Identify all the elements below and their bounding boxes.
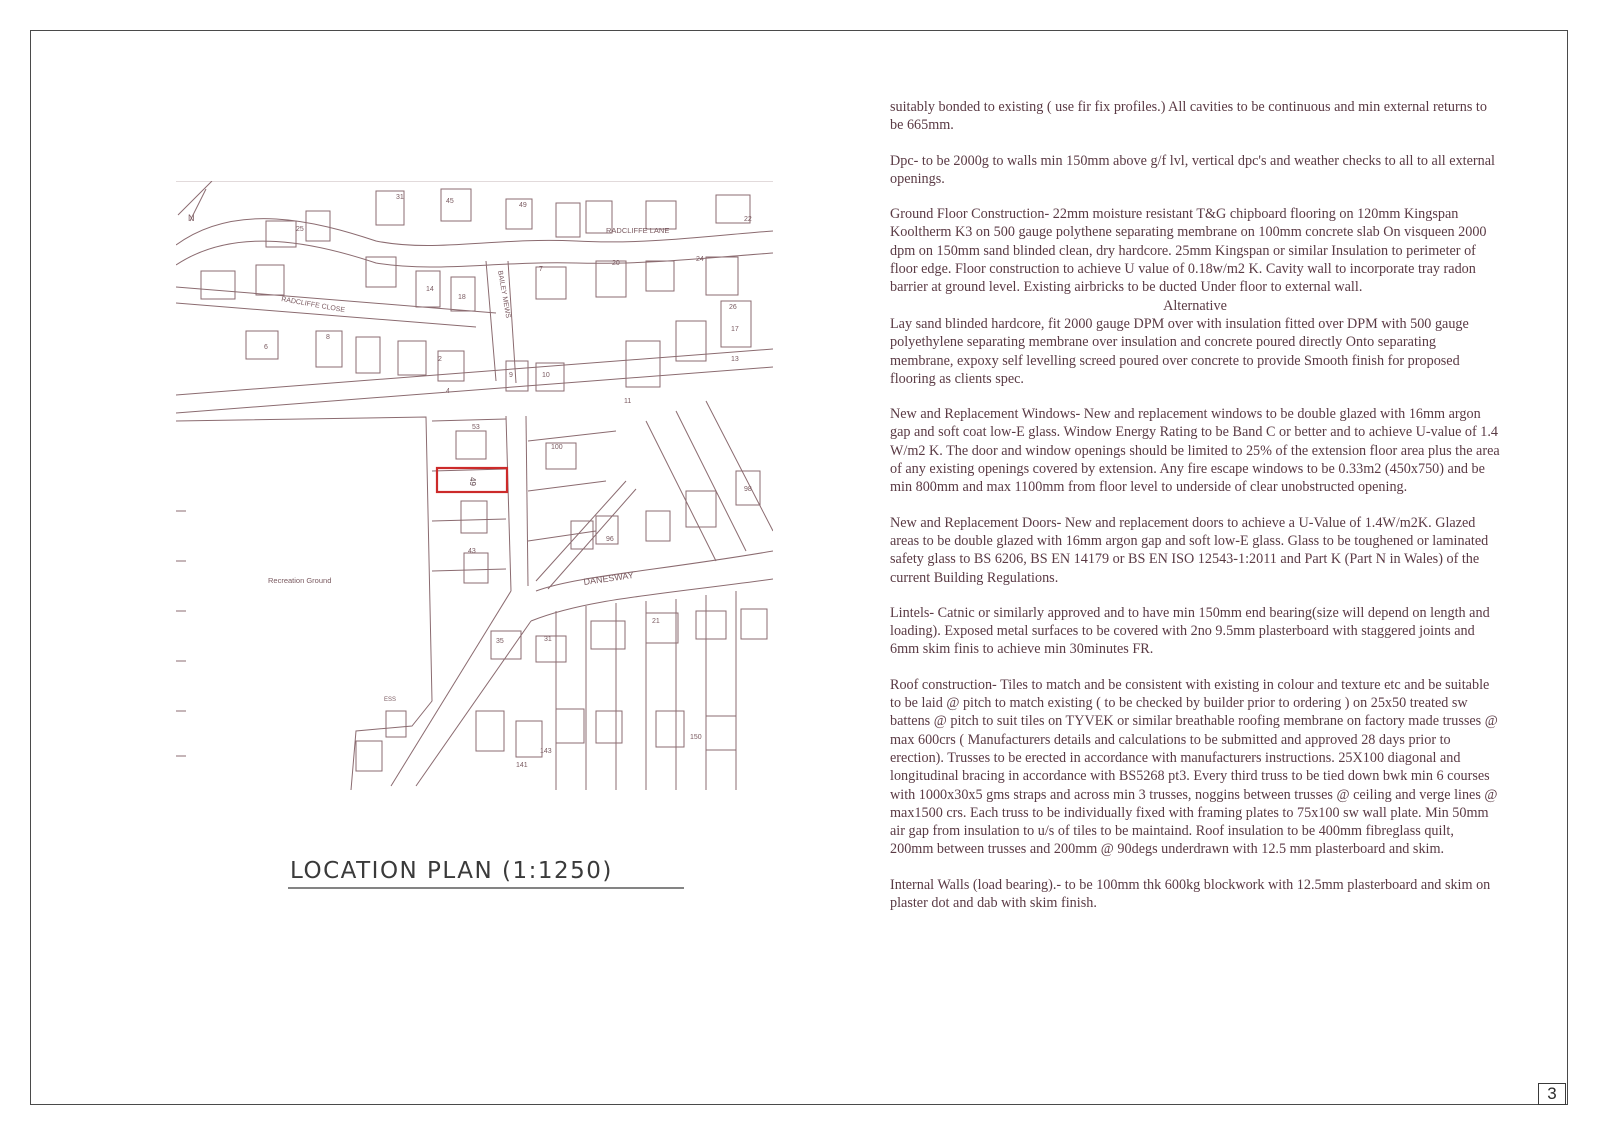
road-label-danesway: DANESWAY (582, 570, 635, 587)
house-number: 49 (519, 202, 527, 209)
house-number: 14 (426, 286, 434, 293)
area-label-recreation-ground: Recreation Ground (268, 576, 332, 585)
house-number: 2 (438, 356, 442, 363)
house-number: 43 (468, 548, 476, 555)
road-label-radcliffe-lane: RADCLIFFE LANE (606, 226, 670, 235)
road-label-bailey-mews: BAILEY MEWS (496, 270, 512, 319)
house-number: 141 (516, 762, 528, 769)
house-number: 143 (540, 748, 552, 755)
house-number: 25 (296, 226, 304, 233)
road-label-radcliffe-close: RADCLIFFE CLOSE (280, 296, 346, 315)
spec-alternative-heading: Alternative (1163, 297, 1227, 314)
house-number: 11 (624, 398, 632, 405)
spec-paragraph-roof: Roof construction- Tiles to match and be consistent with existing in colour and texture etc and be suitable to be laid @ pitch to match existing ( to be checked by builder prior to ordering ) on 25x50 treated sw battens @ pitch to suit tiles on TYVEK or similar breathable roofing membrane on factory made trusses @ max 600crs ( Manufacturers details and calculations to be submitted and approved 28 days prior to erection). Trusses to be erected in accordance with manufacturers instructions. 25X100 diagonal and longitudinal bracing in accordance with BS5268 pt3. Every third truss to be tied down bwk min 6 courses with 1000x30x5 gms straps and across min 3 trusses, noggins between trusses @ ceiling and verge lines @ max1500 crs. Each truss to be individually fixed with framing plates to 75x100 sw wall plate. Min 50mm air gap from insulation to u/s of tiles to be maintaind. Roof insulation to be 400mm fibreglass quilt, 200mm between trusses and 200mm @ 90degs underdrawn with 12.5 mm plasterboard and skim. (890, 676, 1498, 858)
specification-notes (890, 98, 1500, 929)
house-number: 53 (472, 424, 480, 431)
house-number: 45 (446, 198, 454, 205)
house-number: 31 (396, 194, 404, 201)
location-plan-title (288, 850, 684, 890)
spec-paragraph-windows: New and Replacement Windows- New and replacement windows to be double glazed with 16mm argon gap and soft coat low-E glass. Window Energy Rating to be Band C or better and to achieve U-value of 1.4 W/m2 K. The door and window openings should be limited to 25% of the extension floor area plus the area of any existing openings covered by extension. Any fire escape windows to be 0.33m2 (450x750) and be min 800mm and max 1100mm from floor level to underside of clear unobstructed opening. (890, 406, 1500, 496)
location-plan-map (176, 181, 773, 790)
page-number: 3 (1538, 1083, 1566, 1105)
house-number: 7 (539, 266, 543, 273)
north-arrow-icon (178, 181, 212, 221)
house-number: 22 (744, 216, 752, 223)
north-label: N (188, 213, 195, 223)
spec-paragraph-internal-walls: Internal Walls (load bearing).- to be 100mm thk 600kg blockwork with 12.5mm plasterboard and skim on plaster dot and dab with skim finish. (890, 876, 1491, 911)
house-number: 35 (496, 638, 504, 645)
spec-paragraph-dpc: Dpc- to be 2000g to walls min 150mm above g/f lvl, vertical dpc's and weather checks to all to all external openings. (890, 152, 1495, 187)
house-number: 150 (690, 734, 702, 741)
spec-paragraph-ground-floor: Ground Floor Construction- 22mm moisture resistant T&G chipboard flooring on 120mm Kingspan Kooltherm K3 on 500 gauge polythene separating membrane on 100mm concrete slab On visqueen 2000 dpm on 150mm sand blinded clean, dry hardcore. 25mm Kingspan or similar Insulation to perimeter of floor edge. Floor construction to achieve U value of 0.18w/m2 K. Cavity wall to incorporate tray radon barrier at ground level. Existing airbricks to be ducted Under floor to external wall. (890, 206, 1487, 296)
house-number: 13 (731, 356, 739, 363)
house-number: 100 (551, 444, 563, 451)
spec-paragraph-doors: New and Replacement Doors- New and replacement doors to achieve a U-Value of 1.4W/m2K. Glazed areas to be double glazed with 16mm argon gap and soft low-E glass. Glass to be toughened or laminated safety glass to BS 6206, BS EN 14179 or BS EN ISO 12543-1:2011 and Part K (Part N in Wales) of the current Building Regulations. (890, 514, 1489, 586)
house-number: 8 (326, 334, 330, 341)
spec-paragraph-lintels: Lintels- Catnic or similarly approved and to have min 150mm end bearing(size will depend on length and loading). Exposed metal surfaces to be covered with 2no 9.5mm plasterboard with staggered joints and 6mm skim finis to achieve min 30minutes FR. (890, 604, 1490, 658)
house-number: 98 (744, 486, 752, 493)
house-number: 20 (612, 260, 620, 267)
house-number: 21 (652, 618, 660, 625)
map-label-ess: ESS (384, 697, 397, 703)
house-number: 17 (731, 326, 739, 333)
house-number: 4 (446, 388, 450, 395)
site-plot-number: 49 (468, 477, 477, 486)
house-number: 6 (264, 344, 268, 351)
house-number: 26 (729, 304, 737, 311)
spec-paragraph-cavities: suitably bonded to existing ( use fir fix profiles.) All cavities to be continuous and min external returns to be 665mm. (890, 99, 1487, 134)
map-drawing (176, 181, 773, 790)
house-number: 31 (544, 636, 552, 643)
house-number: 9 (509, 372, 513, 379)
spec-paragraph-ground-floor-alternative: Lay sand blinded hardcore, fit 2000 gauge DPM over with insulation fitted over DPM with 500 gauge polyethylene separating membrane over insulation and concrete poured directly Onto separating membrane, expoxy self levelling screed poured over concrete to provide Smooth finish for proposed flooring as clients spec. (890, 315, 1469, 387)
house-number: 18 (458, 294, 466, 301)
house-number: 24 (696, 256, 704, 263)
house-number: 10 (542, 372, 550, 379)
house-number: 96 (606, 536, 614, 543)
plan-title-text: LOCATION PLAN (1:1250) (290, 858, 613, 884)
